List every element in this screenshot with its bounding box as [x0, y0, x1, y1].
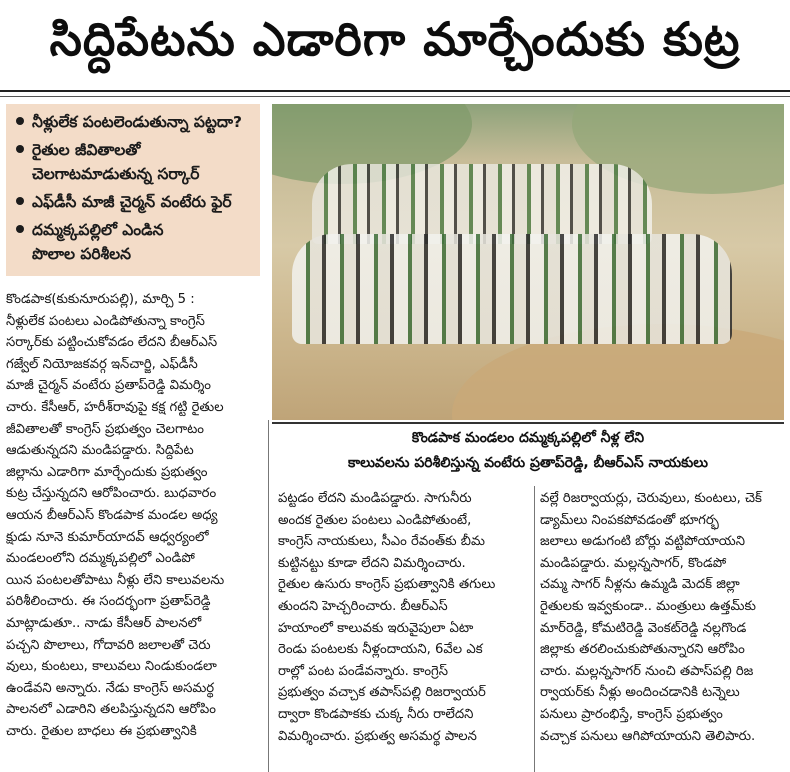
highlight-text: దమ్మక్కపల్లిలో ఎండిన — [32, 221, 164, 239]
highlight-text: చెలగాటమాడుతున్న సర్కార్ — [32, 165, 200, 183]
article-column-1 — [6, 289, 264, 742]
article-line: జిల్లాకు తరలించుకుపోతున్నారని ఆరోపిం — [540, 642, 745, 658]
highlights-box — [6, 104, 260, 276]
highlights-list — [16, 110, 254, 266]
article-line: అందక రైతుల పంటలు ఎండిపోతుంటే, — [278, 512, 472, 528]
article-line: కొండపాక(కుకునూరుపల్లి), మార్చి 5 : — [6, 292, 195, 307]
headline: సిద్దిపేటను ఎడారిగా మార్చేందుకు కుట్ర — [0, 0, 790, 92]
bullet-dot-icon — [16, 145, 24, 153]
article-line: యిన పంటలతోపాటు నీళ్లు లేని కాలువలను — [6, 572, 225, 588]
column-divider — [268, 420, 269, 772]
article-line: గజ్వేల్ నియోజకవర్గ ఇన్‌చార్జి, ఎఫ్‌డీసీ — [6, 356, 198, 372]
photo-caption — [272, 426, 784, 480]
article-line: వల్లే రిజర్వాయర్లు, చెరువులు, కుంటలు, చెక్ — [540, 491, 762, 506]
article-line: కాంగ్రెస్ నాయకులు, సీఎం రేవంత్‌కు బీమ — [278, 534, 485, 550]
photo-group-back — [312, 164, 652, 244]
article-line: పనులు ప్రారంభిస్తే, కాంగ్రెస్ ప్రభుత్వం — [540, 706, 723, 722]
article-line: పట్టడం లేదని మండిపడ్డారు. సాగునీరు — [278, 491, 472, 506]
article-line: ఆడుతున్నదని మండిపడ్డారు. సిద్దిపేట — [6, 443, 194, 459]
article-line: వులు, కుంటలు, కాలువలు నిండుకుండలా — [6, 659, 217, 675]
article-column-2 — [278, 488, 530, 747]
article-line: చారు. రైతుల బాధలు ఈ ప్రభుత్వానికి — [6, 723, 197, 739]
article-line: చారు. మల్లన్నసాగర్ నుంచి తపాస్‌పల్లి రిజ — [540, 663, 754, 679]
article-line: మాజీ చైర్మన్ వంటేరు ప్రతాప్‌రెడ్డి విమర్శిం — [6, 378, 211, 394]
article-line: వచ్చాక పనులు ఆగిపోయాయని తెలిపారు. — [540, 728, 756, 744]
highlight-text: పొలాల పరిశీలన — [32, 245, 132, 263]
photo-group-front — [292, 234, 732, 344]
article-line: క్షుడు నూనె కుమార్‌యాదవ్ ఆధ్వర్యంలో — [6, 529, 209, 545]
bullet-dot-icon — [16, 197, 24, 205]
header-divider — [0, 96, 790, 97]
article-line: నీళ్లులేక పంటలు ఎండిపోతున్నా కాంగ్రెస్ — [6, 313, 205, 329]
highlight-item — [16, 138, 254, 186]
article-column-3 — [540, 488, 784, 747]
article-line: కుట్ర చేస్తున్నదని ఆరోపించారు. బుధవారం — [6, 486, 217, 502]
article-line: హయాంలో కాలువకు ఇరువైపులా ఏటా — [278, 620, 474, 636]
article-line: రాల్లో పంట పండేవన్నారు. కాంగ్రెస్ — [278, 663, 448, 679]
news-photo — [272, 104, 784, 420]
article-line: మాట్లాడుతూ.. నాడు కేసీఆర్ పాలనలో — [6, 615, 202, 631]
article-line: ఆయన బీఆర్‌ఎస్ కొండపాక మండల అధ్య — [6, 507, 218, 523]
article-line: రైతులకు ఇవ్వకుండా.. మంత్రులు ఉత్తమ్‌కు — [540, 598, 756, 614]
highlight-item — [16, 190, 254, 214]
article-line: ఉండేవని అన్నారు. నేడు కాంగ్రెస్ అసమర్థ — [6, 680, 215, 696]
article-line: చారు. కేసీఆర్, హరీశ్‌రావుపై కక్ష గట్టి రైతుల — [6, 399, 224, 415]
article-line: మండిపడ్డారు. మల్లన్నసాగర్, కొండపో — [540, 555, 727, 571]
bullet-dot-icon — [16, 225, 24, 233]
caption-line: కొండపాక మండలం దమ్మక్కపల్లిలో నీళ్ల లేని — [411, 430, 645, 446]
caption-line: కాలువలను పరిశీలిస్తున్న వంటేరు ప్రతాప్‌రెడ్డి, బీఆర్‌ఎస్ నాయకులు — [348, 455, 708, 471]
article-line: జీవితాలతో కాంగ్రెస్ ప్రభుత్వం చెలగాటం — [6, 421, 204, 437]
article-line: సర్కార్‌కు పట్టించుకోవడం లేదని బీఆర్‌ఎస్ — [6, 335, 218, 351]
bullet-dot-icon — [16, 117, 24, 125]
article-line: పాలనలో ఎడారిని తలపిస్తున్నదని ఆరోపిం — [6, 702, 216, 718]
highlight-text: నీళ్లులేక పంటలెండుతున్నా పట్టదా? — [32, 113, 243, 131]
highlight-text: రైతుల జీవితాలతో — [32, 141, 141, 159]
article-line: కుట్టినట్టు కూడా లేదని విమర్శించారు. — [278, 555, 466, 571]
article-line: మండలంలోని దమ్మక్కపల్లిలో ఎండిపో — [6, 551, 195, 567]
article-line: విమర్శించారు. ప్రభుత్వ అసమర్థ పాలన — [278, 728, 477, 744]
article-line: పచ్చని పొలాలు, గోదావరి జలాలతో చెరు — [6, 637, 211, 653]
highlight-item — [16, 218, 254, 266]
article-line: జిల్లాను ఎడారిగా మార్చేందుకు ప్రభుత్వం — [6, 464, 208, 480]
column-divider — [534, 486, 535, 772]
highlight-text: ఎఫ్‌డీసీ మాజీ చైర్మన్ వంటేరు ఫైర్ — [32, 193, 232, 211]
article-line: తుందని హెచ్చరించారు. బీఆర్‌ఎస్ — [278, 598, 448, 614]
article-line: రెండు పంటలకు నీళ్లందాయని, 6వేల ఎక — [278, 642, 483, 658]
article-line: ర్వాయర్‌కు నీళ్లు అందించడానికి టన్నెలు — [540, 685, 740, 701]
article-line: ద్వారా కొండపాకకు చుక్క నీరు రాలేదని — [278, 706, 474, 722]
article-line: జలాలు అడుగంటి బోర్లు వట్టిపోయాయని — [540, 534, 746, 550]
article-line: చమ్మ సాగర్ నీళ్లను ఉమ్మడి మెదక్ జిల్లా — [540, 577, 740, 593]
article-line: రైతుల ఉసురు కాంగ్రెస్ ప్రభుత్వానికి తగులు — [278, 577, 496, 593]
article-line: ప్రభుత్వం వచ్చాక తపాస్‌పల్లి రిజర్వాయర్ — [278, 685, 486, 701]
article-line: మార్‌రెడ్డి, కోమటిరెడ్డి వెంకట్‌రెడ్డి నల్లగొండ — [540, 620, 747, 636]
highlight-item — [16, 110, 254, 134]
caption-divider — [272, 422, 784, 424]
article-line: డ్యామ్‌లు నింపకపోవడంతో భూగర్భ — [540, 512, 719, 528]
article-line: పరిశీలించారు. ఈ సందర్భంగా ప్రతాప్‌రెడ్డి — [6, 594, 211, 610]
